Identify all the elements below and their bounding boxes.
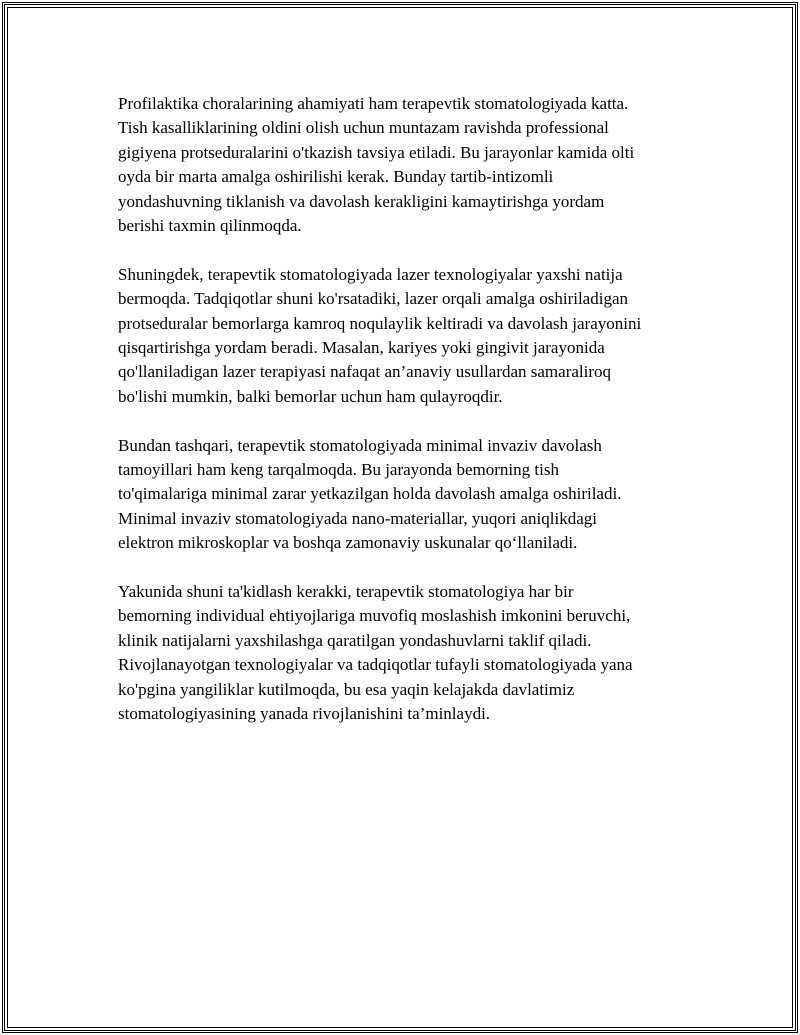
paragraph-laser-technology: Shuningdek, terapevtik stomatologiyada lazer texnologiyalar yaxshi natija bermoqda. Tadqiqotlar shuni ko'rsatadiki, lazer orqali amalga oshiriladigan protseduralar bemorlarga kamroq noqulaylik keltiradi va davolash jarayonini qisqartirishga yordam beradi. Masalan, kariyes yoki gingivit jarayonida qo'llaniladigan lazer terapiyasi nafaqat an’anaviy usullardan samaraliroq bo'lishi mumkin, balki bemorlar uchun ham qulayroqdir. [118, 264, 642, 406]
paragraph-prophylaxis: Profilaktika choralarining ahamiyati ham terapevtik stomatologiyada katta. Tish kasalliklarining oldini olish uchun muntazam ravishda professional gigiyena protseduralarini o'tkazish tavsiya etiladi. Bu jarayonlar kamida olti oyda bir marta amalga oshirilishi kerak. Bunday tartib-intizomli yondashuvning tiklanish va davolash kerakligini kamaytirishga yordam berishi taxmin qilinmoqda. [118, 94, 635, 236]
document-body [118, 92, 708, 751]
paragraph-minimal-invasive: Bundan tashqari, terapevtik stomatologiyada minimal invaziv davolash tamoyillari ham keng tarqalmoqda. Bu jarayonda bemorning tish to'qimalariga minimal zarar yetkazilgan holda davolash amalga oshiriladi. Minimal invaziv stomatologiyada nano-materiallar, yuqori aniqlikdagi elektron mikroskoplar va boshqa zamonaviy uskunalar qo‘llaniladi. [118, 435, 622, 553]
paragraph-conclusion: Yakunida shuni ta'kidlash kerakki, terapevtik stomatologiya har bir bemorning individual ehtiyojlariga muvofiq moslashish imkonini beruvchi, klinik natijalarni yaxshilashga qaratilgan yondashuvlarni taklif qiladi. Rivojlanayotgan texnologiyalar va tadqiqotlar tufayli stomatologiyada yana ko'pgina yangiliklar kutilmoqda, bu esa yaqin kelajakda davlatimiz stomatologiyasining yanada rivojlanishini ta’minlaydi. [118, 582, 633, 724]
